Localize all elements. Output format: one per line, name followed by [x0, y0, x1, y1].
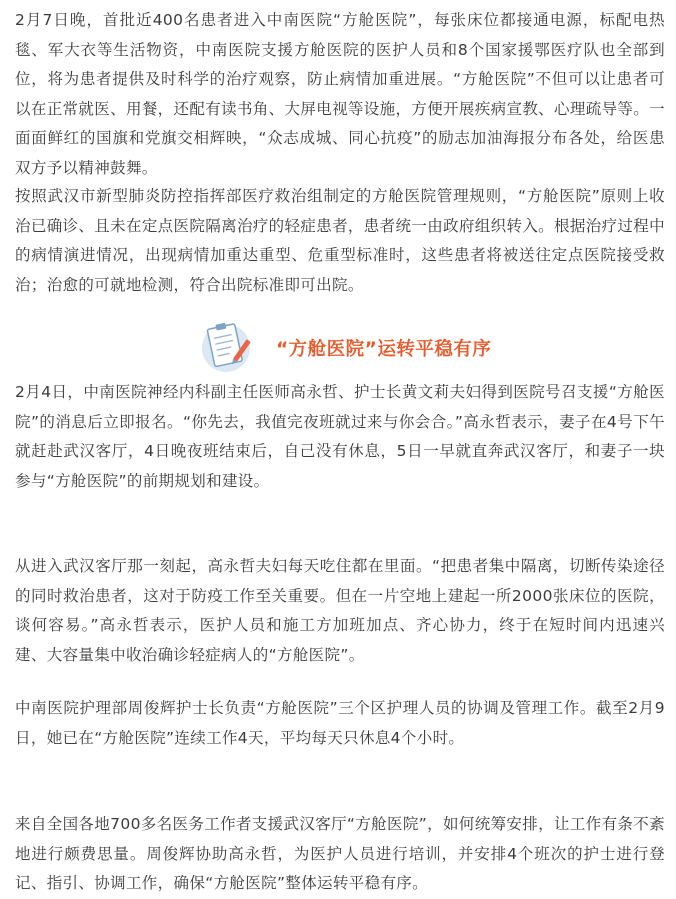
article-paragraph-3: 2月4日，中南医院神经内科副主任医师高永哲、护士长黄文莉夫妇得到医院号召支援“方舱医院”的消息后立即报名。“你先去，我值完夜班就过来与你会合。”高永哲表示，妻子在4号下午就赶赴武汉客厅，4日晚夜班结束后，自己没有休息，5日一早就直奔武汉客厅，和妻子一块参与“方舱医院”的前期规划和建设。: [15, 383, 665, 490]
section-heading: [196, 318, 496, 374]
article-paragraph-5: 中南医院护理部周俊辉护士长负责“方舱医院”三个区护理人员的协调及管理工作。截至2月9日，她已在“方舱医院”连续工作4天，平均每天只休息4个小时。: [15, 699, 665, 747]
article-paragraph-1: 2月7日晚，首批近400名患者进入中南医院“方舱医院”，每张床位都接通电源，标配电热毯、军大衣等生活物资，中南医院支援方舱医院的医护人员和8个国家援鄂医疗队也全部到位，将为患者提供及时科学的治疗观察，防止病情加重进展。“方舱医院”不但可以让患者可以在正常就医、用餐，还配有读书角、大屏电视等设施，方便开展疾病宣教、心理疏导等。一面面鲜红的国旗和党旗交相辉映，“众志成城、同心抗疫”的励志加油海报分布各处，给医患双方予以精神鼓舞。: [15, 11, 665, 177]
article-paragraph-4: 从进入武汉客厅那一刻起，高永哲夫妇每天吃住都在里面。“把患者集中隔离，切断传染途径的同时救治患者，这对于防疫工作至关重要。但在一片空地上建起一所2000张床位的医院，谈何容易。”高永哲表示，医护人员和施工方加班加点、齐心协力，终于在短时间内迅速兴建、大容量集中收治确诊轻症病人的“方舱医院”。: [15, 557, 665, 664]
article-paragraph-2: 按照武汉市新型肺炎防控指挥部医疗救治组制定的方舱医院管理规则，“方舱医院”原则上收治已确诊、且未在定点医院隔离治疗的轻症患者，患者统一由政府组织转入。根据治疗过程中的病情演进情况，出现病情加重达重型、危重型标准时，这些患者将被送往定点医院接受救治；治愈的可就地检测，符合出院标准即可出院。: [15, 187, 665, 294]
article-paragraph-6: 来自全国各地700多名医务工作者支援武汉客厅“方舱医院”，如何统筹安排，让工作有条不紊地进行颇费思量。周俊辉协助高永哲，为医护人员进行培训，并安排4个班次的护士进行登记、指引、协调工作，确保“方舱医院”整体运转平稳有序。: [15, 815, 665, 892]
clipboard-icon: [196, 318, 260, 374]
section-heading-text: “方舱医院”运转平稳有序: [276, 339, 492, 360]
